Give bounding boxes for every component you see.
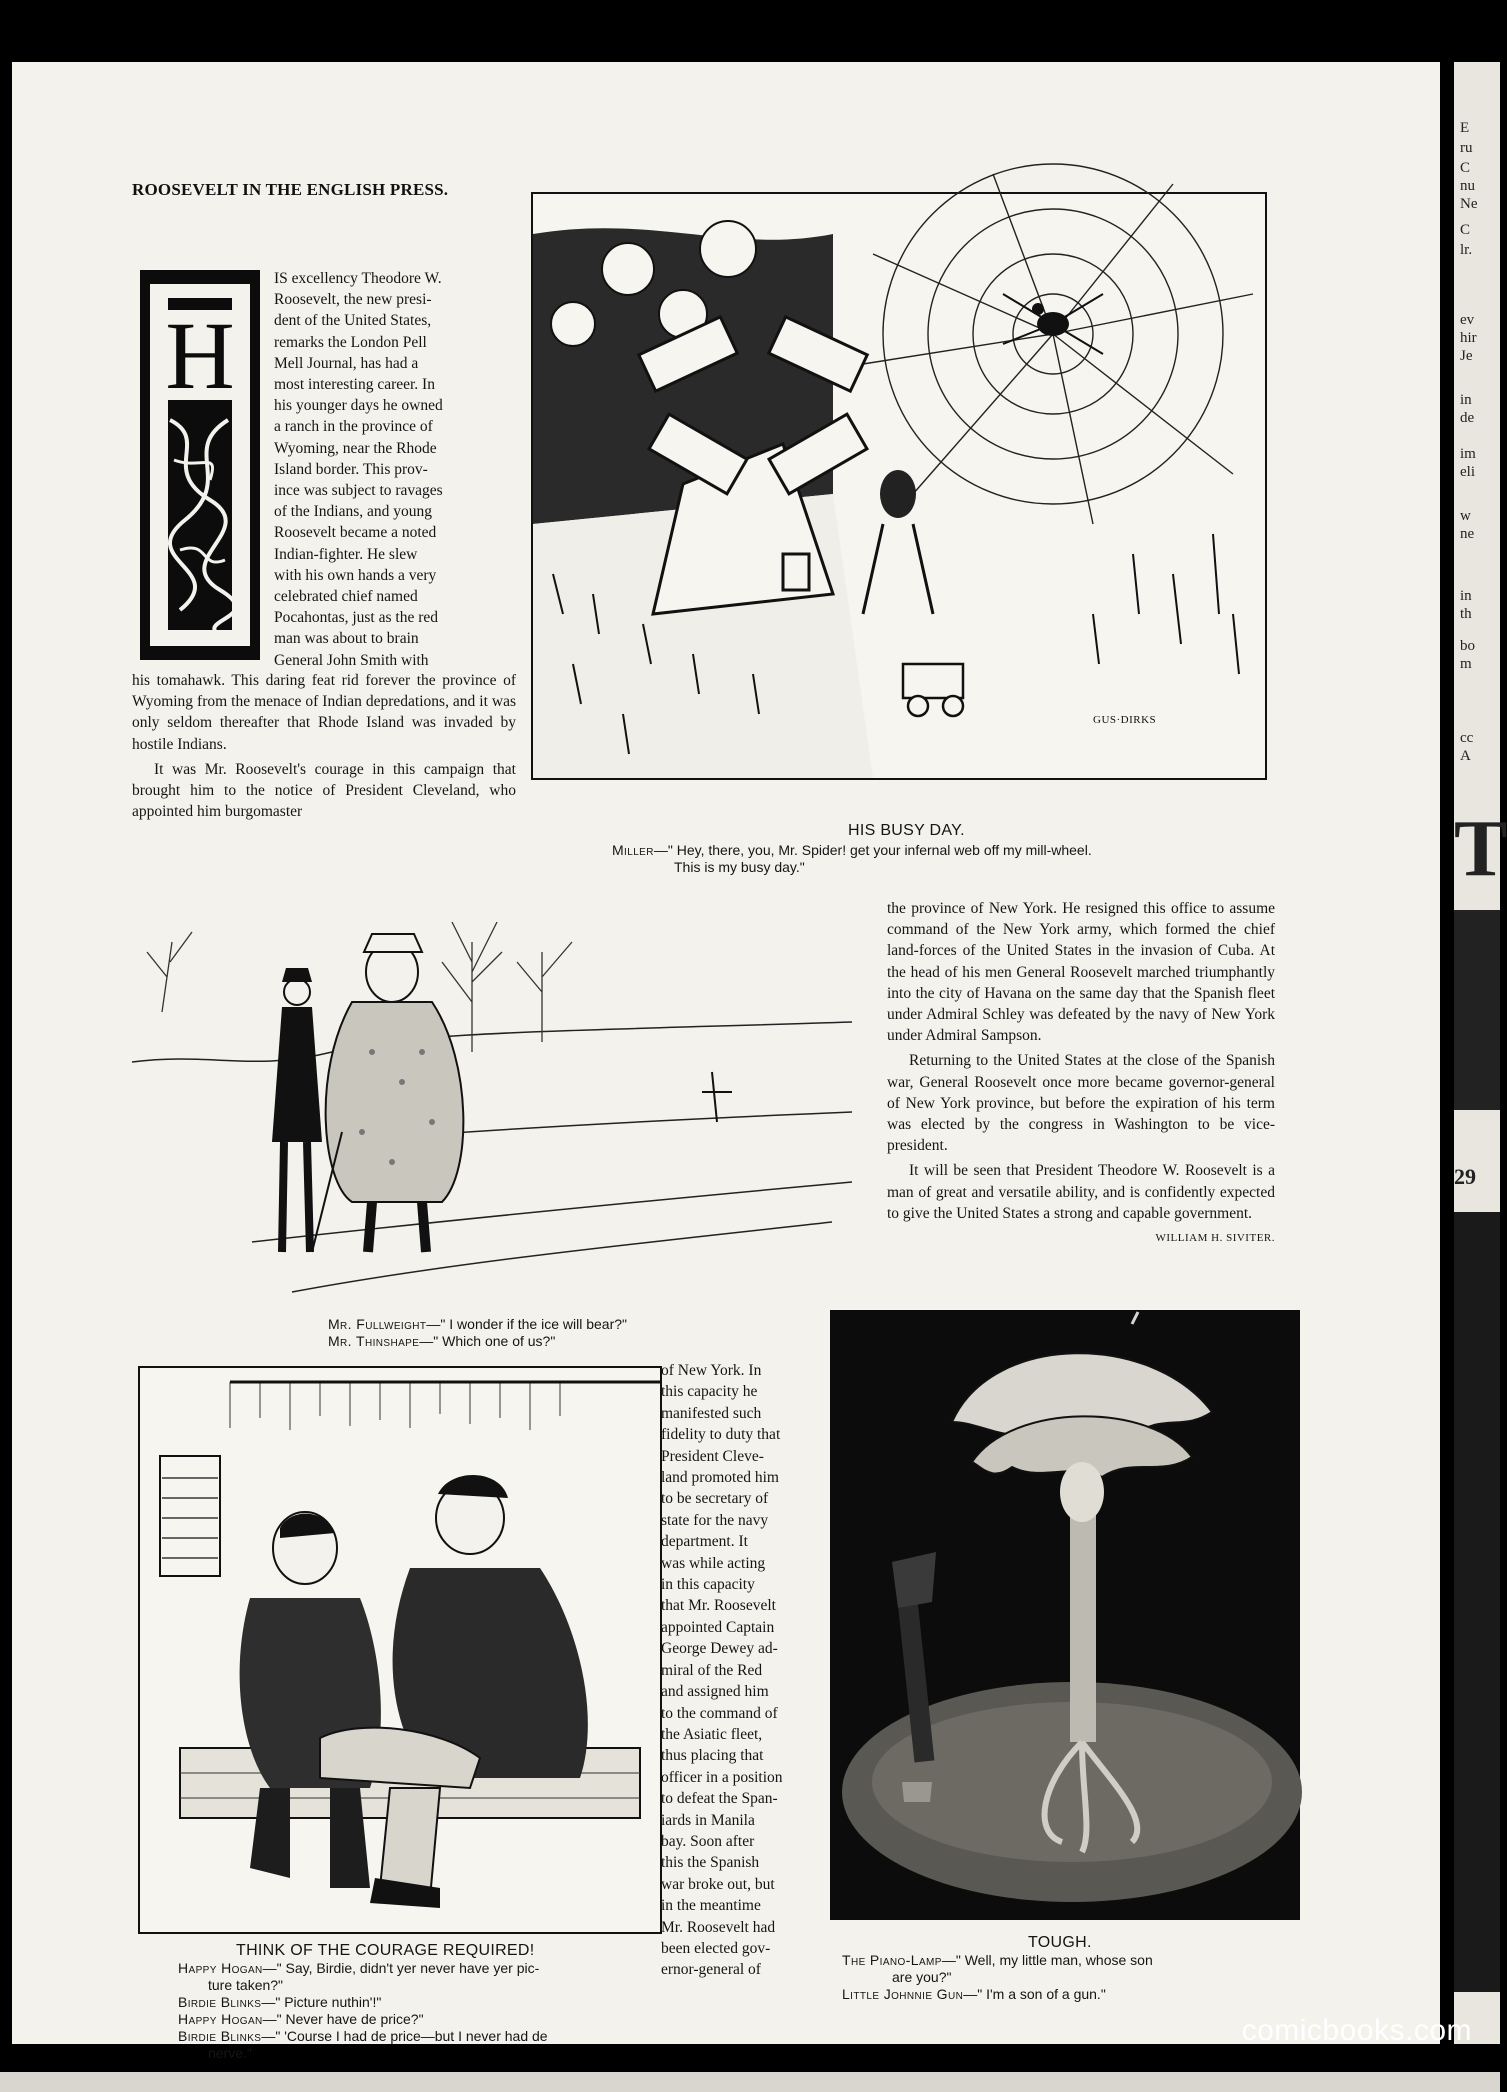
cartoon-courage-required bbox=[138, 1366, 662, 1934]
text-line: in the meantime bbox=[661, 1897, 761, 1915]
fragment-text: lr. bbox=[1460, 242, 1473, 258]
text-line: department. It bbox=[661, 1533, 748, 1551]
text-line: man was about to brain bbox=[274, 630, 419, 648]
text-line: of the Indians, and young bbox=[274, 503, 432, 521]
text-line: of New York. In bbox=[661, 1362, 762, 1379]
text-line: was while acting bbox=[661, 1554, 766, 1572]
fragment-text: ev bbox=[1460, 312, 1475, 328]
article-column-1-bottom bbox=[132, 670, 516, 826]
fragment-text: in bbox=[1460, 392, 1472, 408]
text-line: IS excellency Theodore W. bbox=[274, 270, 442, 287]
dialog-text: —" 'Course I had de price—but I never had de bbox=[261, 2028, 548, 2044]
caption-line bbox=[612, 842, 1092, 859]
text-line: Roosevelt became a noted bbox=[274, 524, 437, 542]
svg-text:H: H bbox=[165, 302, 235, 409]
fragment-text: T bbox=[1454, 805, 1507, 893]
text-line: General John Smith with bbox=[274, 651, 429, 669]
text-line: Mell Journal, has had a bbox=[274, 354, 419, 372]
fragment-text: in bbox=[1460, 588, 1472, 604]
dialog-text: —" Never have de price?" bbox=[262, 2011, 424, 2027]
text-line: bay. Soon after bbox=[661, 1832, 755, 1850]
text-line: Pocahontas, just as the red bbox=[274, 609, 439, 627]
article-headline: ROOSEVELT IN THE ENGLISH PRESS. bbox=[132, 180, 449, 199]
text-line: the Asiatic fleet, bbox=[661, 1725, 763, 1743]
text-line: officer in a position bbox=[661, 1768, 783, 1786]
paragraph: the province of New York. He resigned this office to assume command of the New York army, which formed the chief land-forces of the United States in the invasion of Cuba. At the head of his men General Roosevelt marched triumphantly into the city of Havana on the same day that the Spanish fleet under Admiral Schley was defeated by the navy of New York under Admiral Sampson. bbox=[887, 900, 1275, 1045]
byline: WILLIAM H. SIVITER. bbox=[1155, 1232, 1275, 1245]
text-line: iards in Manila bbox=[661, 1811, 755, 1829]
text-line: this capacity he bbox=[661, 1383, 758, 1401]
fragment-text: E bbox=[1460, 120, 1470, 136]
speaker-name: Mr. Fullweight bbox=[328, 1316, 427, 1332]
speaker-name: Miller bbox=[612, 842, 654, 858]
text-line: dent of the United States, bbox=[274, 312, 432, 330]
adjacent-page-photo bbox=[1454, 910, 1500, 1110]
dialog-text: This is my busy day." bbox=[674, 859, 805, 875]
article-column-middle bbox=[661, 1360, 825, 1981]
caption-ice-will-bear bbox=[328, 1316, 888, 1350]
paragraph: Returning to the United States at the close of the Spanish war, General Roosevelt once more became governor-general of New York province, but before the expiration of his term was elected by the congress in Washington to be vice-president. bbox=[887, 1052, 1275, 1155]
decorative-initial-h bbox=[140, 270, 260, 660]
speaker-name: Birdie Blinks bbox=[178, 2028, 262, 2044]
text-line: miral of the Red bbox=[661, 1661, 763, 1679]
text-line: this the Spanish bbox=[661, 1854, 760, 1872]
caption-line bbox=[328, 1333, 888, 1350]
fragment-text: Je bbox=[1460, 348, 1473, 364]
fragment-text: eli bbox=[1460, 464, 1475, 480]
caption-line bbox=[178, 2028, 548, 2045]
caption-line bbox=[842, 1952, 1153, 1969]
text-line: war broke out, but bbox=[661, 1875, 775, 1893]
text-line: to be secretary of bbox=[661, 1490, 769, 1508]
text-line: fidelity to duty that bbox=[661, 1426, 781, 1444]
dialog-text: —" I wonder if the ice will bear?" bbox=[426, 1316, 628, 1332]
article-column-right bbox=[887, 898, 1275, 1249]
text-line: Mr. Roosevelt had bbox=[661, 1918, 776, 1936]
text-line: with his own hands a very bbox=[274, 566, 437, 584]
paragraph: It was Mr. Roosevelt's courage in this campaign that brought him to the notice of President Cleveland, who appointed him burgomaster bbox=[132, 760, 516, 821]
text-line: ernor-general of bbox=[661, 1961, 761, 1979]
dialog-text: —" I'm a son of a gun." bbox=[963, 1986, 1106, 2002]
text-line: appointed Captain bbox=[661, 1618, 775, 1636]
dialog-text: —" Well, my little man, whose son bbox=[941, 1952, 1153, 1968]
cartoon-tough bbox=[830, 1310, 1300, 1920]
fragment-text: ne bbox=[1460, 526, 1475, 542]
caption-line bbox=[178, 1994, 548, 2011]
text-line: ince was subject to ravages bbox=[274, 482, 443, 500]
text-line: a ranch in the province of bbox=[274, 418, 433, 436]
text-line: George Dewey ad- bbox=[661, 1640, 778, 1658]
speaker-name: Birdie Blinks bbox=[178, 1994, 262, 2010]
dialog-text: —" Picture nuthin'!" bbox=[261, 1994, 382, 2010]
caption-title: HIS BUSY DAY. bbox=[848, 822, 965, 839]
speaker-name: The Piano-Lamp bbox=[842, 1952, 942, 1968]
cartoon-ice-will-bear bbox=[132, 882, 852, 1302]
text-line: manifested such bbox=[661, 1404, 762, 1422]
caption-line bbox=[178, 2011, 548, 2028]
text-line: to the command of bbox=[661, 1704, 778, 1722]
fragment-text: Ne bbox=[1460, 196, 1478, 212]
text-line: Roosevelt, the new presi- bbox=[274, 291, 432, 309]
artist-signature: GUS·DIRKS bbox=[1093, 714, 1157, 726]
speaker-name: Happy Hogan bbox=[178, 1960, 263, 1976]
paragraph: It will be seen that President Theodore W. Roosevelt is a man of great and versatile ability, and is confidently expected to give the United States a strong and capable government. bbox=[887, 1162, 1275, 1222]
text-line: Island border. This prov- bbox=[274, 460, 428, 478]
text-line: and assigned him bbox=[661, 1683, 769, 1701]
fragment-text: C bbox=[1460, 160, 1471, 176]
dialog-text: —" Hey, there, you, Mr. Spider! get your infernal web off my mill-wheel. bbox=[653, 842, 1092, 858]
magazine-page bbox=[12, 62, 1440, 2061]
fragment-text: im bbox=[1460, 446, 1476, 462]
dialog-text: ture taken?" bbox=[208, 1977, 284, 1993]
bottom-edge-strip bbox=[0, 2072, 1500, 2092]
text-line: President Cleve- bbox=[661, 1447, 764, 1465]
fragment-text: cc bbox=[1460, 730, 1474, 746]
caption-line bbox=[842, 1986, 1106, 2003]
adjacent-page-photo bbox=[1454, 1212, 1500, 1992]
text-line: been elected gov- bbox=[661, 1939, 771, 1957]
speaker-name: Happy Hogan bbox=[178, 2011, 263, 2027]
fragment-text: th bbox=[1460, 606, 1472, 622]
adjacent-page-edge bbox=[1454, 62, 1507, 2044]
caption-line bbox=[178, 1960, 548, 1977]
text-line: most interesting career. In bbox=[274, 376, 435, 394]
fragment-text: bo bbox=[1460, 638, 1475, 654]
fragment-text: C bbox=[1460, 222, 1471, 238]
fragment-text: 29 bbox=[1454, 1164, 1476, 1189]
text-line: thus placing that bbox=[661, 1747, 764, 1765]
cartoon-his-busy-day bbox=[531, 192, 1267, 780]
paragraph: his tomahawk. This daring feat rid forever the province of Wyoming from the menace of Indian depredations, and it was only seldom thereafter that Rhode Island was invaded by hostile Indians. bbox=[132, 672, 516, 753]
fragment-text: de bbox=[1460, 410, 1475, 426]
caption-line bbox=[328, 1316, 888, 1333]
text-line: in this capacity bbox=[661, 1576, 755, 1594]
fragment-text: ru bbox=[1460, 140, 1473, 156]
speaker-name: Little Johnnie Gun bbox=[842, 1986, 964, 2002]
fragment-text: nu bbox=[1460, 178, 1475, 194]
caption-title: TOUGH. bbox=[1028, 1934, 1092, 1951]
text-line: state for the navy bbox=[661, 1511, 769, 1529]
caption-title: THINK OF THE COURAGE REQUIRED! bbox=[236, 1942, 535, 1959]
text-line: his younger days he owned bbox=[274, 397, 443, 415]
article-column-1-top bbox=[274, 268, 516, 671]
text-line: to defeat the Span- bbox=[661, 1790, 778, 1808]
text-line: Indian-fighter. He slew bbox=[274, 545, 418, 563]
text-line: celebrated chief named bbox=[274, 588, 418, 606]
fragment-text: A bbox=[1460, 748, 1471, 764]
caption-line bbox=[178, 2045, 548, 2062]
fragment-text: m bbox=[1460, 656, 1472, 672]
fragment-text: w bbox=[1460, 508, 1471, 524]
fragment-text: hir bbox=[1460, 330, 1477, 346]
speaker-name: Mr. Thinshape bbox=[328, 1333, 420, 1349]
dialog-text: —" Which one of us?" bbox=[419, 1333, 556, 1349]
watermark-text: comicbooks.com bbox=[1241, 2014, 1472, 2047]
text-line: remarks the London Pell bbox=[274, 333, 427, 351]
caption-line bbox=[178, 1977, 548, 1994]
dialog-text: are you?" bbox=[892, 1969, 952, 1985]
dialog-text: —" Say, Birdie, didn't yer never have yer pic- bbox=[262, 1960, 540, 1976]
text-line: Wyoming, near the Rhode bbox=[274, 439, 437, 457]
dialog-text: nerve." bbox=[208, 2045, 252, 2061]
text-line: land promoted him bbox=[661, 1469, 779, 1487]
text-line: that Mr. Roosevelt bbox=[661, 1597, 776, 1615]
